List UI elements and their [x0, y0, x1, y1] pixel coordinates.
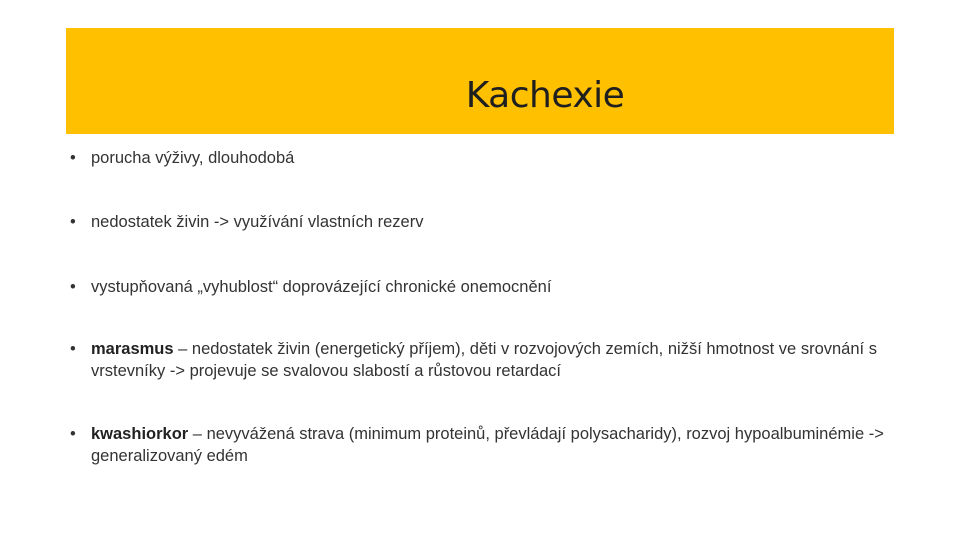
bullet-text — [91, 423, 890, 467]
bullet-body: porucha výživy, dlouhodobá — [91, 149, 295, 167]
bullet-item — [70, 276, 890, 298]
bullet-body: vystupňovaná „vyhublost“ doprovázející chronické onemocnění — [91, 278, 552, 296]
bullet-body: nedostatek živin -> využívání vlastních rezerv — [91, 213, 424, 231]
bullet-dot-icon: • — [70, 425, 76, 443]
bullet-dot-icon: • — [70, 213, 76, 231]
bullet-term: marasmus — [91, 340, 174, 358]
slide-title: Kachexie — [465, 75, 625, 116]
bullet-text — [91, 338, 890, 382]
bullet-item — [70, 147, 890, 169]
bullet-dot-icon: • — [70, 149, 76, 167]
title-band — [66, 28, 894, 134]
bullet-dot-icon: • — [70, 340, 76, 358]
bullet-item — [70, 211, 890, 233]
bullet-item — [70, 338, 890, 382]
bullet-text — [91, 211, 890, 233]
bullet-text — [91, 276, 890, 298]
bullet-body: – nedostatek živin (energetický příjem), děti v rozvojových zemích, nižší hmotnost ve srovnání s vrstevníky -> projevuje se svalovou slabostí a růstovou retardací — [91, 340, 877, 380]
bullet-dot-icon: • — [70, 278, 76, 296]
bullet-text — [91, 147, 890, 169]
bullet-term: kwashiorkor — [91, 425, 189, 443]
bullet-item — [70, 423, 890, 467]
bullet-body: – nevyvážená strava (minimum proteinů, převládají polysacharidy), rozvoj hypoalbuminémie -> generalizovaný edém — [91, 425, 884, 465]
